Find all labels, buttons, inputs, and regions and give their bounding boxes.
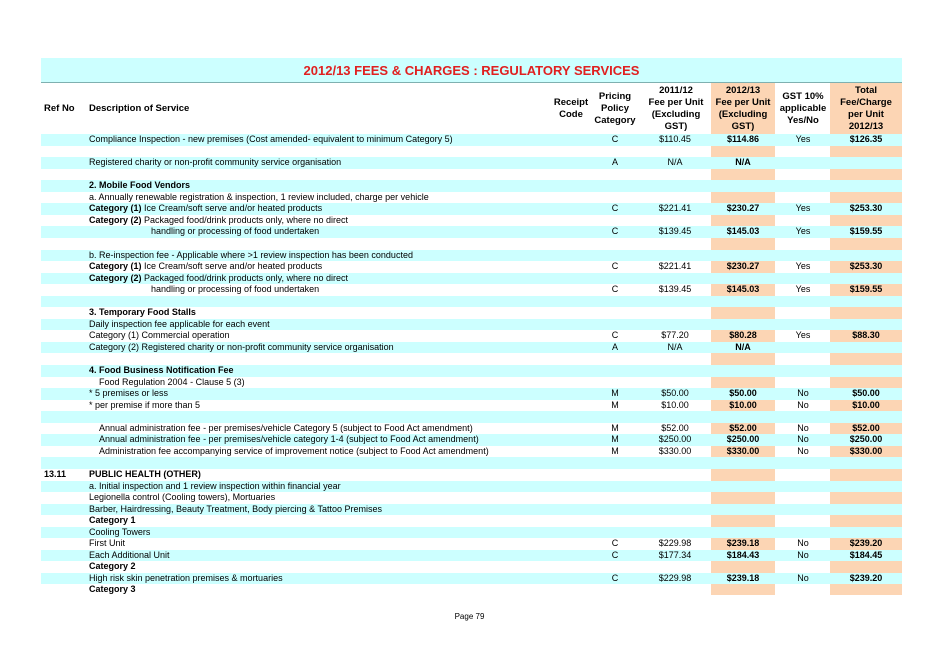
description-text: Category (1) Commercial operation [89,330,230,341]
table-row [41,504,902,516]
table-row [41,250,902,262]
header-ref-no: Ref No [44,103,75,114]
pricing-category-cell: C [611,330,619,341]
page-title: 2012/13 FEES & CHARGES : REGULATORY SERVICES [41,58,902,83]
description-text: handling or processing of food undertaken [151,226,320,237]
description-cell [99,423,473,435]
gst-cell: No [797,445,809,456]
fee-2011-cell: $77.20 [661,330,689,341]
fee-2012-cell: $50.00 [729,388,757,399]
total-cell: $253.30 [849,261,883,272]
description-text: Annual administration fee - per premises/vehicle Category 5 (subject to Food Act amendment) [99,422,473,433]
fee-2011-cell: $221.41 [658,203,692,214]
pricing-category-cell: C [611,134,619,144]
pricing-category-cell: C [611,538,619,549]
table-row [41,538,902,550]
fee-2012-cell: $230.27 [726,261,760,272]
total-cell: $159.55 [849,226,883,237]
description-cell [89,504,382,516]
table-row [41,411,902,423]
table-row [41,238,902,250]
ref-no-cell: 13.11 [44,468,67,479]
gst-cell: No [797,399,809,410]
table-row [41,515,902,527]
description-cell [89,481,341,493]
table-row [41,377,902,389]
fee-2011-cell: $330.00 [658,445,692,456]
total-cell: $330.00 [849,445,883,456]
description-text: a. Initial inspection and 1 review inspection within financial year [89,480,341,491]
table-row [41,261,902,273]
total-cell: $250.00 [849,434,883,445]
description-cell [89,157,341,169]
gst-cell: Yes [795,134,811,144]
table-row [41,192,902,204]
table-row [41,273,902,285]
fee-2011-cell: $10.00 [661,399,689,410]
description-cell [151,284,319,296]
description-cell [89,319,270,331]
fee-2012-cell: $330.00 [726,445,760,456]
description-cell [89,550,170,562]
fee-2012-cell: $80.28 [729,330,757,341]
table-row [41,307,902,319]
description-cell [99,377,245,389]
description-text: Category 1 [89,515,136,526]
description-cell [89,469,201,481]
pricing-category-cell: C [611,261,619,272]
table-row [41,215,902,227]
description-text: Packaged food/drink products only, where no direct [144,272,348,283]
gst-cell: Yes [795,203,811,214]
description-cell [89,307,196,319]
gst-cell: Yes [795,284,811,295]
gst-cell: No [797,434,809,445]
fee-2012-cell: $145.03 [726,226,760,237]
description-text: Category 2 [89,561,136,572]
fee-2011-cell: $250.00 [658,434,692,445]
fee-2011-cell: $139.45 [658,226,692,237]
fee-2012-cell: N/A [735,341,751,352]
total-cell: $52.00 [852,422,880,433]
fee-2012-cell: N/A [735,157,751,168]
table-row [41,330,902,342]
table-row [41,446,902,458]
total-cell: $253.30 [849,203,883,214]
total-cell: $239.20 [849,538,883,549]
description-text: b. Re-inspection fee - Applicable where >1 review inspection has been conducted [89,249,413,260]
header-receipt-code: Receipt Code [553,97,589,120]
description-cell [89,515,136,527]
description-text: Food Regulation 2004 - Clause 5 (3) [99,376,245,387]
table-row [41,550,902,562]
fee-2011-cell: N/A [667,341,683,352]
fee-2011-cell: $110.45 [659,134,691,144]
fee-2011-cell: $139.45 [658,284,692,295]
pricing-category-cell: A [611,157,618,168]
description-text: High risk skin penetration premises & mortuaries [89,572,283,583]
description-cell [89,561,136,573]
description-cell [89,527,150,539]
fee-2011-cell: $52.00 [661,422,689,433]
description-cell [89,273,348,285]
header-fee-2012: 2012/13 Fee per Unit (Excluding GST) [715,85,771,132]
description-text: Administration fee accompanying service of improvement notice (subject to Food Act amendment) [99,445,489,456]
description-text: Legionella control (Cooling towers), Mortuaries [89,492,276,503]
description-cell [89,538,125,550]
pricing-category-cell: M [611,399,619,410]
header-description: Description of Service [89,103,190,114]
fee-2011-cell: N/A [667,157,683,168]
table-row [41,146,902,158]
description-cell [89,365,234,377]
pricing-category-cell: C [611,572,619,583]
description-text: Ice Cream/soft serve and/or heated products [144,261,323,272]
gst-cell: Yes [795,226,811,237]
description-text: Barber, Hairdressing, Beauty Treatment, Body piercing & Tattoo Premises [89,503,382,514]
fee-2012-cell: $239.18 [726,538,760,549]
description-text: Annual administration fee - per premises/vehicle category 1-4 (subject to Food Act amendment) [99,434,479,445]
table-row [41,319,902,331]
pricing-category-cell: A [611,341,618,352]
description-cell [99,446,489,458]
table-row [41,573,902,585]
header-pricing-policy: Pricing Policy Category [594,91,636,126]
pricing-category-cell: M [611,422,619,433]
total-cell: $50.00 [852,388,880,399]
table-row [41,157,902,169]
gst-cell: Yes [795,330,811,341]
table-row [41,296,902,308]
total-cell: $126.35 [849,134,883,144]
description-cell [89,261,322,273]
table-row [41,388,902,400]
description-cell [89,400,200,412]
table-row [41,492,902,504]
description-cell [89,573,283,585]
category-prefix: Category (2) [89,214,142,225]
description-text: Daily inspection fee applicable for each event [89,318,270,329]
pricing-category-cell: C [611,226,619,237]
table-row [41,400,902,412]
fee-2012-cell: $145.03 [726,284,760,295]
pricing-category-cell: M [611,434,619,445]
description-text: * 5 premises or less [89,388,169,399]
pricing-category-cell: C [611,549,619,560]
fee-2011-cell: $229.98 [658,572,692,583]
page-number: Page 79 [454,612,485,621]
description-cell [89,134,453,146]
pricing-category-cell: C [611,284,619,295]
description-cell [89,388,168,400]
description-text: * per premise if more than 5 [89,399,201,410]
table-row [41,423,902,435]
table-row [41,434,902,446]
gst-cell: No [797,388,809,399]
table-row [41,180,902,192]
description-cell [89,492,275,504]
header-fee-2011: 2011/12 Fee per Unit (Excluding GST) [648,85,704,132]
description-cell [99,434,479,446]
total-cell: $184.45 [849,549,883,560]
description-text: Ice Cream/soft serve and/or heated products [144,203,323,214]
description-cell [89,203,322,215]
description-text: PUBLIC HEALTH (OTHER) [89,468,201,479]
gst-cell: No [797,549,809,560]
table-row [41,134,902,146]
header-gst: GST 10% applicable Yes/No [779,91,827,126]
table-row [41,365,902,377]
description-text: Cooling Towers [89,526,151,537]
description-cell [89,180,190,192]
description-text: Registered charity or non-profit community service organisation [89,157,342,168]
fee-2012-cell: $10.00 [729,399,757,410]
pricing-category-cell: M [611,388,619,399]
pricing-category-cell: M [611,445,619,456]
table-row [41,584,902,596]
table-row [41,481,902,493]
gst-cell: Yes [795,261,811,272]
table-row [41,284,902,296]
category-prefix: Category (1) [89,261,142,272]
header-total: Total Fee/Charge per Unit 2012/13 [840,85,892,132]
description-text: 3. Temporary Food Stalls [89,307,196,318]
table-row [41,169,902,181]
pricing-category-cell: C [611,203,619,214]
description-cell [89,215,348,227]
description-cell [89,330,230,342]
table-row [41,469,902,481]
description-text: First Unit [89,538,125,549]
description-text: a. Annually renewable registration & inspection, 1 review included, charge per vehicle [89,191,429,202]
description-cell [89,584,136,596]
gst-cell: No [797,422,809,433]
fee-2012-cell: $239.18 [726,572,760,583]
description-text: Compliance Inspection - new premises (Cost amended- equivalent to minimum Category 5) [89,134,453,144]
table-row [41,527,902,539]
fee-2012-cell: $184.43 [726,549,760,560]
category-prefix: Category (1) [89,203,142,214]
table-row [41,457,902,469]
table-row [41,342,902,354]
description-text: handling or processing of food undertaken [151,284,320,295]
fee-2012-cell: $230.27 [726,203,760,214]
description-cell [89,250,413,262]
fee-2011-cell: $229.98 [658,538,692,549]
table-row [41,353,902,365]
total-cell: $10.00 [852,399,880,410]
table-row [41,203,902,215]
table-row [41,226,902,238]
description-cell [151,226,319,238]
description-text: Packaged food/drink products only, where no direct [144,214,348,225]
description-text: Category (2) Registered charity or non-profit community service organisation [89,341,394,352]
total-cell: $239.20 [849,572,883,583]
gst-cell: No [797,572,809,583]
description-text: 2. Mobile Food Vendors [89,180,191,191]
fee-2012-cell: $250.00 [726,434,760,445]
total-cell: $88.30 [852,330,880,341]
table-row [41,561,902,573]
category-prefix: Category (2) [89,272,142,283]
fee-2011-cell: $221.41 [658,261,692,272]
total-cell: $159.55 [849,284,883,295]
fee-2012-cell: $52.00 [729,422,757,433]
description-text: Each Additional Unit [89,549,170,560]
description-text: 4. Food Business Notification Fee [89,365,234,375]
gst-cell: No [797,538,809,549]
description-cell [89,342,394,354]
description-cell [89,192,429,204]
description-text: Category 3 [89,584,136,595]
fee-2011-cell: $177.34 [658,549,692,560]
fee-2012-cell: $114.86 [726,134,760,144]
fee-2011-cell: $50.00 [661,388,689,399]
